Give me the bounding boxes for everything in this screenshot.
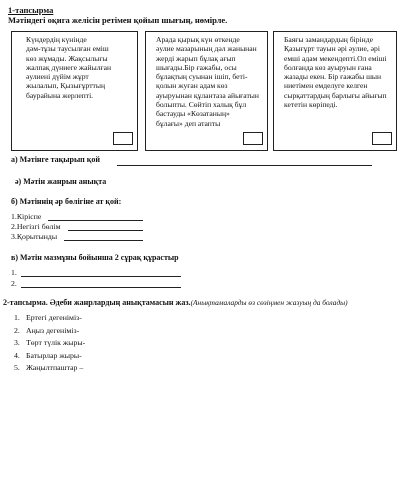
- list-item-number: 1.: [14, 313, 20, 322]
- part-label-3: 3.Қорытынды: [11, 232, 58, 241]
- question-number-2: 2.: [11, 279, 17, 288]
- answer-line-v2[interactable]: [21, 287, 181, 288]
- part-label-1: 1.Кіріспе: [11, 212, 42, 221]
- order-number-box-1[interactable]: [113, 132, 133, 145]
- task2-note: (Анықтамаларды өз сөзіңмен жазуың да болады): [190, 298, 348, 307]
- text-box-3-line: жазады екен. Бір ғажабы шын: [284, 72, 382, 82]
- text-box-2-line: бастауды «Көзатаның»: [156, 109, 230, 119]
- list-item-number: 4.: [14, 350, 20, 360]
- text-box-2-line: қолын жуған адам көз: [156, 81, 228, 91]
- text-box-3-line: болғанда көз ауыруын ғана: [284, 62, 372, 72]
- text-box-3-line: Баяғы замандардың бірінде: [284, 35, 373, 44]
- list-item-text: Ертегі дегеніміз-: [26, 313, 82, 322]
- list-item-number: 2.: [14, 325, 20, 335]
- list-item-number: 5.: [14, 363, 20, 372]
- list-item-text: Аңыз дегеніміз-: [26, 325, 80, 335]
- list-item-number: 3.: [14, 338, 20, 347]
- text-box-3-line: ниетімен емделуге келген: [284, 81, 368, 91]
- text-box-2-line: бұлағы» деп атапты: [156, 118, 221, 128]
- answer-line-b1[interactable]: [48, 220, 143, 221]
- text-box-2-line: ауыруынан құлантаза айығатын: [156, 90, 259, 100]
- text-box-3: [273, 31, 397, 151]
- task2-label: тапсырма.: [9, 298, 48, 307]
- answer-line-b2[interactable]: [68, 230, 143, 231]
- text-box-2-line: Арада қырық күн өткенде: [156, 35, 240, 44]
- text-box-2-line: шығады.Бір ғажабы, осы: [156, 62, 237, 72]
- text-box-3-line: сырқаттардың барлығы айығып: [284, 90, 387, 100]
- text-box-1: [11, 31, 138, 151]
- task1-instruction: Мәтіндегі оқига желісін ретімен қойып шығың, нөмірле.: [8, 15, 228, 25]
- task1-title: 1-тапсырма: [8, 5, 54, 15]
- text-box-1-line: жылалып, Қызығұрттың: [26, 81, 106, 91]
- text-box-3-line: емші адам мекендепті.Ол еміші: [284, 53, 387, 63]
- text-box-1-line: Күндердің күнінде: [26, 35, 87, 44]
- part-label-2: 2.Негізгі бөлім: [11, 222, 61, 231]
- answer-line-v1[interactable]: [21, 276, 181, 277]
- text-box-2-line: бұлақтың суынан ішіп, беті-: [156, 72, 248, 82]
- text-box-1-line: әулиені дүйім жұрт: [26, 72, 89, 82]
- text-box-1-line: жалпақ дүниеге жайылған: [26, 62, 112, 72]
- order-number-box-3[interactable]: [372, 132, 392, 145]
- text-box-2-line: жерді жарып бұлақ ағып: [156, 53, 236, 63]
- list-item: [14, 362, 85, 375]
- list-item: [14, 325, 85, 338]
- question-number-1: 1.: [11, 268, 17, 277]
- question-b: б) Мәтіннің әр бөлігіне ат қой:: [11, 197, 122, 206]
- answer-line-a[interactable]: [117, 165, 372, 166]
- text-box-1-line: дәм-тұзы таусылған еміш: [26, 44, 109, 54]
- text-box-1-line: баурайына жерлепті.: [26, 90, 94, 100]
- task2-prefix: 2-: [3, 298, 10, 307]
- question-o: ә) Мәтін жанрын анықта: [15, 177, 107, 186]
- text-box-3-line: Қазығұрт тауын әрі әулие, әрі: [284, 44, 380, 54]
- list-item-text: Батырлар жыры-: [26, 350, 82, 360]
- list-item: [14, 312, 85, 325]
- task2-text: Әдеби жанрлардың анықтамасын жаз.: [47, 298, 191, 307]
- list-item: [14, 350, 85, 363]
- text-box-1-line: көз жұмады. Жақсылығы: [26, 53, 108, 63]
- text-box-3-line: кететін көріпеді.: [284, 100, 338, 110]
- question-v: в) Мәтін мазмұны бойынша 2 сұрақ құрастыр: [11, 253, 179, 262]
- order-number-box-2[interactable]: [243, 132, 263, 145]
- list-item-text: Төрт түлік жыры-: [26, 338, 86, 347]
- text-box-2-line: болыпты. Сөйтіп халық бұл: [156, 100, 247, 110]
- task2-heading: [3, 298, 348, 307]
- list-item: [14, 337, 85, 350]
- question-a: а) Мәтінге тақырып қой: [11, 155, 101, 164]
- genre-list: [14, 312, 85, 375]
- answer-line-b3[interactable]: [64, 240, 143, 241]
- list-item-text: Жаңылтпаштар –: [26, 363, 84, 372]
- text-box-2: [145, 31, 268, 151]
- text-box-2-line: әулие мазарының дәл жанынан: [156, 44, 257, 54]
